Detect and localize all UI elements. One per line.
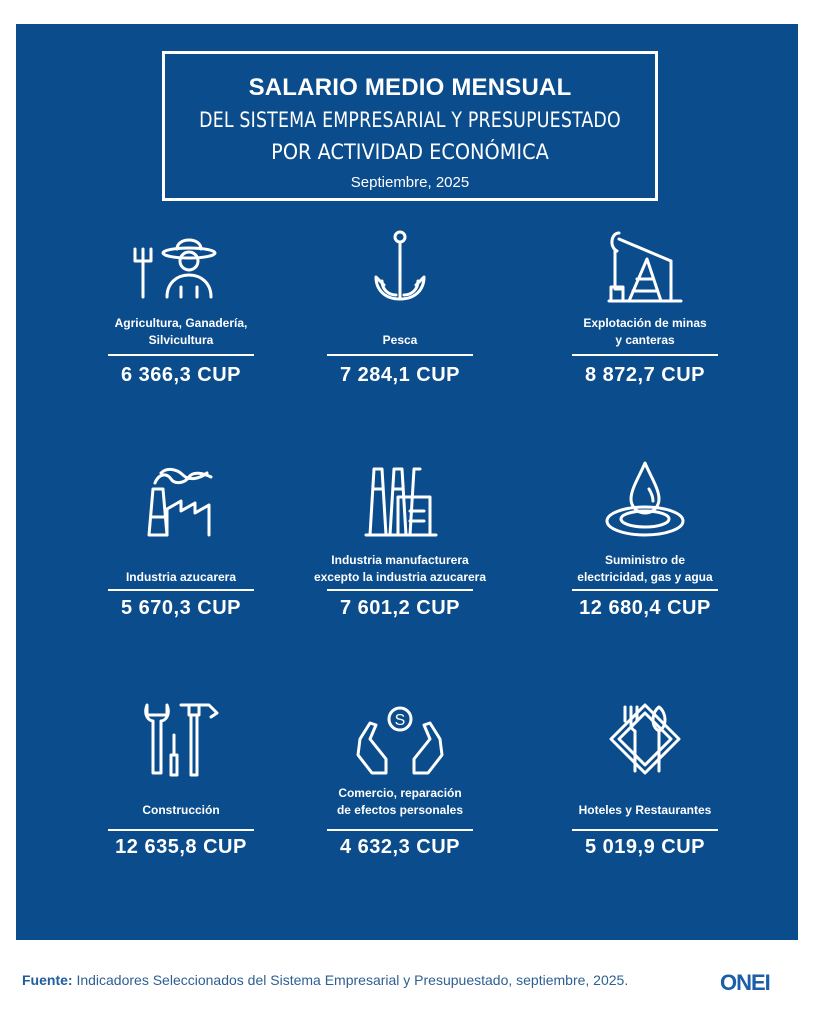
svg-text:S: S xyxy=(394,712,406,729)
activity-salary-value: 5 670,3 CUP xyxy=(120,597,241,619)
source-label: Fuente: xyxy=(22,972,73,988)
activity-divider xyxy=(572,589,718,591)
activity-label-line: Hoteles y Restaurantes xyxy=(578,803,712,817)
activity-salary-value: 7 601,2 CUP xyxy=(339,597,460,619)
source-text: Indicadores Seleccionados del Sistema Empresarial y Presupuestado, septiembre, 2025. xyxy=(76,972,629,988)
activity-divider xyxy=(327,589,473,591)
activity-label-line: Explotación de minas xyxy=(583,316,707,330)
tools-icon xyxy=(141,699,221,779)
oil-pump-icon xyxy=(605,229,685,305)
activity-label-line: excepto la industria azucarera xyxy=(313,570,487,584)
activity-salary-value: 6 366,3 CUP xyxy=(120,364,241,386)
title-box xyxy=(162,51,658,201)
activity-label-line: y canteras xyxy=(615,333,675,347)
activity-label-line: Comercio, reparación xyxy=(338,786,462,800)
napkin-cutlery-icon xyxy=(605,699,685,779)
activity-label-line: Pesca xyxy=(382,333,418,347)
page-subtitle-2: POR ACTIVIDAD ECONÓMICA xyxy=(271,140,549,164)
page-title: SALARIO MEDIO MENSUAL xyxy=(248,74,572,101)
activity-label xyxy=(66,779,296,819)
activity-salary-value: 12 635,8 CUP xyxy=(115,836,247,858)
activity-label xyxy=(530,546,760,586)
activity-divider xyxy=(108,829,254,831)
activity-label-line: de efectos personales xyxy=(336,803,464,817)
activity-label xyxy=(285,309,515,349)
activity-divider xyxy=(108,354,254,356)
activity-label-line: Industria manufacturera xyxy=(331,553,469,567)
activity-label xyxy=(530,309,760,349)
water-drop-icon xyxy=(603,459,687,539)
activity-label-line: Silvicultura xyxy=(148,333,214,347)
activity-label xyxy=(66,309,296,349)
activity-salary-value: 5 019,9 CUP xyxy=(584,836,705,858)
activity-divider xyxy=(572,829,718,831)
activity-label-line: Industria azucarera xyxy=(125,570,237,584)
sugar-factory-icon xyxy=(143,459,219,539)
page-date: Septiembre, 2025 xyxy=(350,174,470,191)
activity-label xyxy=(285,779,515,819)
hands-coin-icon xyxy=(352,699,448,779)
page-subtitle-1: DEL SISTEMA EMPRESARIAL Y PRESUPUESTADO xyxy=(199,108,621,132)
activity-salary-value: 7 284,1 CUP xyxy=(339,364,460,386)
farmer-icon xyxy=(131,229,231,299)
factory-icon xyxy=(360,459,440,539)
activity-divider xyxy=(108,589,254,591)
activity-label-line: electricidad, gas y agua xyxy=(577,570,713,584)
infographic-panel xyxy=(16,24,798,940)
activity-label-line: Construcción xyxy=(142,803,220,817)
activity-label-line: Agricultura, Ganadería, xyxy=(114,316,248,330)
onei-logo: ONEI xyxy=(720,970,770,995)
activity-label xyxy=(66,546,296,586)
activity-divider xyxy=(327,354,473,356)
fish-hook-icon xyxy=(365,229,435,309)
activity-divider xyxy=(572,354,718,356)
activity-label xyxy=(530,779,760,819)
activity-label-line: Suministro de xyxy=(604,553,685,567)
activity-salary-value: 8 872,7 CUP xyxy=(584,364,705,386)
activity-label xyxy=(285,546,515,586)
activity-divider xyxy=(327,829,473,831)
source-footer xyxy=(22,972,628,988)
activity-salary-value: 4 632,3 CUP xyxy=(339,836,460,858)
activity-salary-value: 12 680,4 CUP xyxy=(579,597,711,619)
